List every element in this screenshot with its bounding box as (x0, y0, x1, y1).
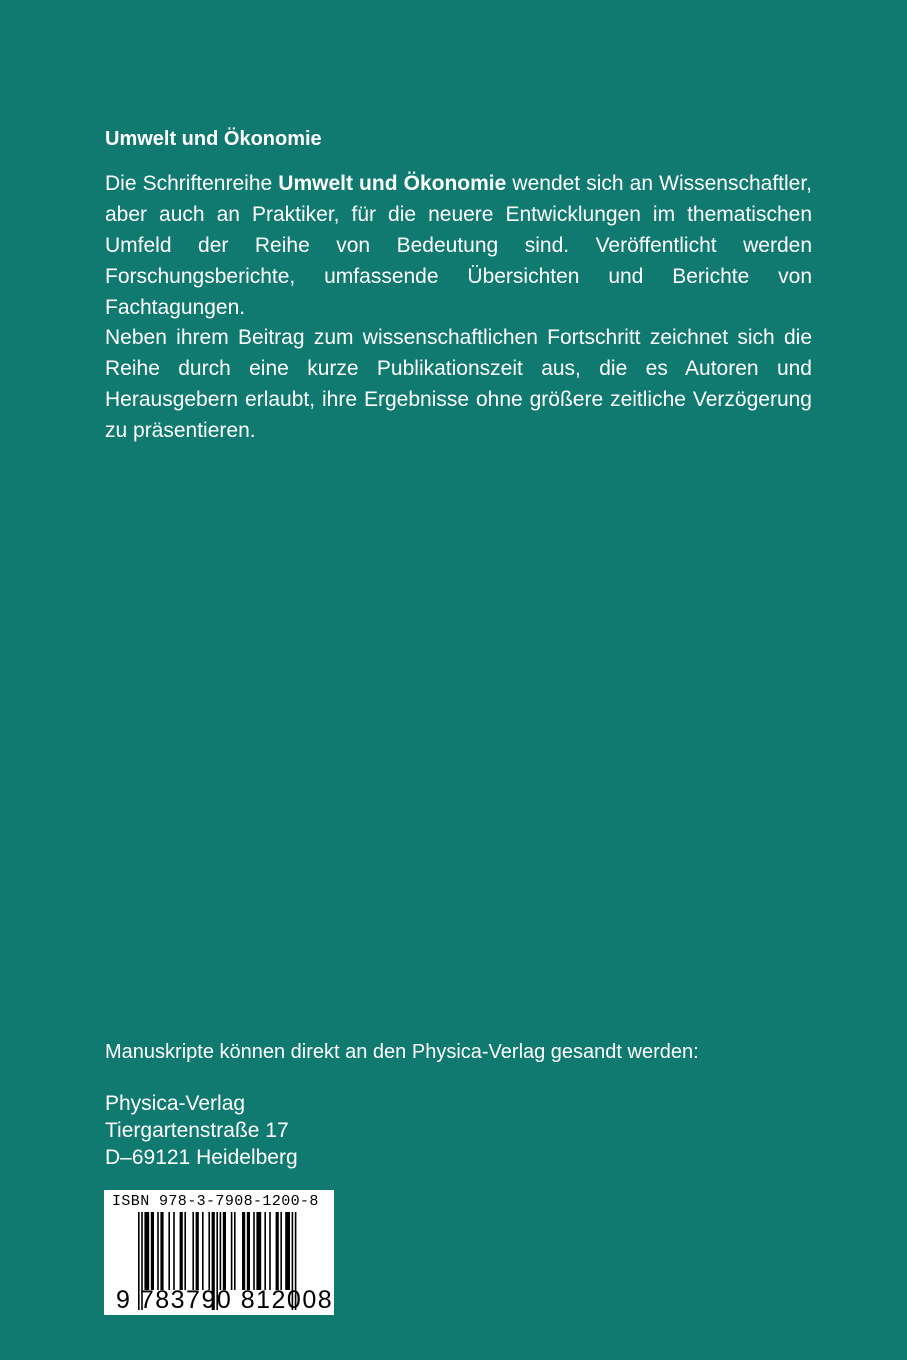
address-line-3: D–69121 Heidelberg (105, 1146, 298, 1169)
description-prefix: Die Schriftenreihe (105, 172, 279, 195)
benefits-text: Neben ihrem Beitrag zum wissenschaftlichen Fortschritt zeichnet sich die Reihe durch eine kurze Publikationszeit aus, die es Autoren und Herausgebern erlaubt, ihre Ergebnisse ohne größere zeitliche Verzögerung zu präsentieren. (105, 326, 812, 442)
barcode-bar (223, 1212, 226, 1290)
barcode-bar (253, 1212, 255, 1290)
barcode-bar (247, 1212, 250, 1290)
barcode-bar (276, 1212, 279, 1290)
barcode-bar (151, 1212, 154, 1290)
barcode-bar (173, 1212, 175, 1290)
series-description (105, 168, 812, 323)
address-line-2: Tiergartenstraße 17 (105, 1119, 289, 1142)
barcode-bar (285, 1212, 290, 1290)
isbn-label: ISBN 978-3-7908-1200-8 (112, 1193, 319, 1210)
description-bold-title: Umwelt und Ökonomie (278, 172, 507, 195)
barcode-bar (256, 1212, 261, 1290)
barcode-bar (280, 1212, 282, 1290)
publisher-address (105, 1090, 298, 1171)
barcode-bar (231, 1212, 233, 1290)
series-title: Umwelt und Ökonomie (105, 128, 322, 150)
address-line-1: Physica-Verlag (105, 1092, 246, 1115)
barcode-bar (269, 1212, 271, 1290)
barcode-bar (192, 1212, 194, 1290)
barcode-bar (168, 1212, 170, 1290)
barcode-bar (202, 1212, 204, 1290)
barcode-bar (184, 1212, 186, 1290)
barcode-bar (157, 1212, 159, 1290)
barcode-bar (160, 1212, 163, 1290)
barcode-bar (144, 1212, 149, 1290)
barcode-bar (220, 1212, 222, 1290)
barcode-bar (234, 1212, 236, 1290)
description-suffix: wendet sich an Wissenschaftler, aber auch an Praktiker, für die neuere Entwicklungen im thematischen Umfeld der Reihe von Bedeutung sind. Veröffentlicht werden Forschungsberichte, umfassende Übersichten und Berichte von Fachtagungen. (105, 172, 813, 319)
barcode-bar (180, 1212, 183, 1290)
barcode-bar (208, 1212, 210, 1290)
barcode-bar (264, 1212, 266, 1290)
manuscripts-note: Manuskripte können direkt an den Physica-Verlag gesandt werden: (105, 1041, 699, 1063)
barcode-digits: 9 783790 812008 (116, 1286, 334, 1314)
series-benefits (105, 322, 812, 446)
barcode-bar (196, 1212, 199, 1290)
isbn-barcode (104, 1190, 334, 1315)
barcode-bar (242, 1212, 245, 1290)
